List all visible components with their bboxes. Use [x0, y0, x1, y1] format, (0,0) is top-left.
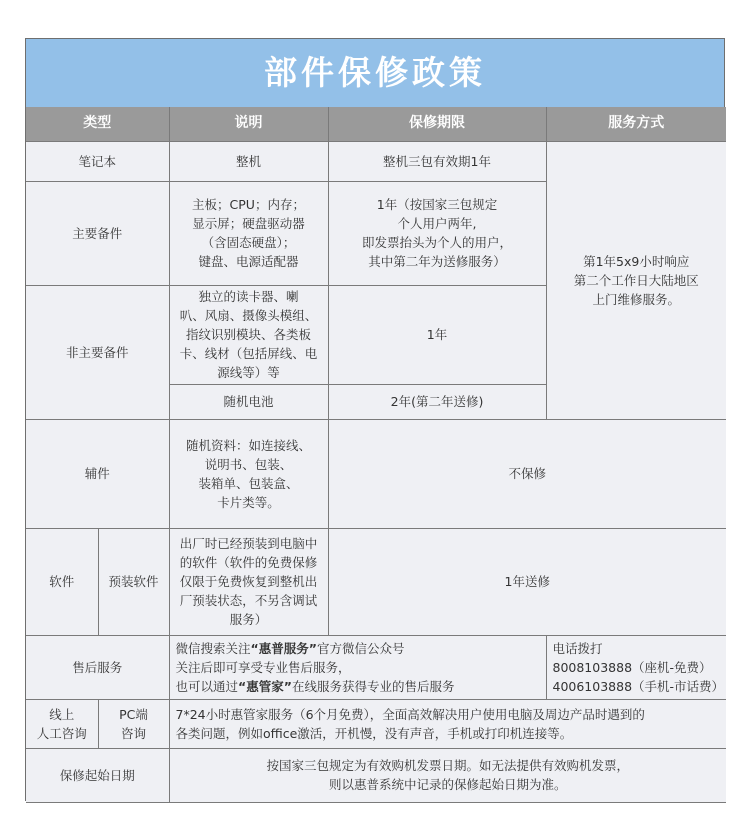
desc-line: 源线等）等: [217, 365, 280, 380]
after-sales-line: [176, 677, 542, 696]
huiguanjia-suffix: 在线服务获得专业的售后服务: [291, 678, 455, 694]
desc-line: 7*24小时惠管家服务（6个月免费），全面高效解决用户使用电脑及周边产品时遇到的: [175, 706, 645, 722]
table-row: [26, 699, 726, 748]
table-row: [26, 419, 726, 528]
warranty-start-desc: [169, 748, 726, 802]
after-sales-line: [176, 639, 542, 658]
battery-period: 2年(第二年送修): [328, 384, 546, 419]
warranty-table: [26, 107, 726, 803]
software-subtype: 预装软件: [98, 528, 169, 635]
phone-number-mobile[interactable]: 4006103888（手机-市话费）: [552, 678, 725, 694]
subtype-line: PC端: [119, 706, 148, 722]
main-parts-type: 主要备件: [26, 181, 169, 285]
desc-line: 叭、风扇、摄像头模组、: [179, 308, 318, 323]
hp-service-name: “惠普服务”: [250, 640, 317, 656]
header-desc: 说明: [169, 107, 328, 141]
software-type: 软件: [26, 528, 98, 635]
period-line: 即发票抬头为个人的用户，: [361, 235, 512, 250]
period-line: 1年（按国家三包规定: [376, 197, 498, 212]
desc-line: 则以惠普系统中记录的保修起始日期为准。: [328, 777, 567, 792]
table-row: [26, 748, 726, 802]
service-line: 第二个工作日大陆地区: [573, 272, 699, 288]
huiguanjia-prefix: 也可以通过: [175, 678, 239, 694]
warranty-policy-card: [25, 38, 725, 801]
desc-line: 的软件（软件的免费保修: [179, 555, 318, 570]
service-method-cell: [546, 141, 726, 419]
non-main-parts-period: 1年: [328, 285, 546, 384]
notebook-type: 笔记本: [26, 141, 169, 181]
type-line: 人工咨询: [36, 725, 87, 741]
desc-line: 卡片类等。: [217, 494, 280, 510]
phone-title: 电话拨打: [552, 640, 603, 656]
phone-number-landline[interactable]: 8008103888（座机-免费）: [552, 659, 712, 675]
header-service: 服务方式: [546, 107, 726, 141]
desc-line: 仅限于免费恢复到整机出: [179, 574, 318, 589]
accessories-type: 辅件: [26, 419, 169, 528]
software-desc: [169, 528, 328, 635]
warranty-start-type: 保修起始日期: [26, 748, 169, 802]
period-line: 个人用户两年,: [397, 216, 477, 231]
page-title: 部件保修政策: [26, 39, 724, 107]
software-period: 1年送修: [328, 528, 726, 635]
desc-line: 指纹识别模块、各类板: [185, 327, 311, 342]
desc-line: 装箱单、包装盒、: [198, 475, 299, 491]
desc-line: 随机资料：如连接线、: [185, 437, 311, 453]
accessories-desc: [169, 419, 328, 528]
wechat-prefix: 微信搜索关注: [175, 640, 251, 656]
desc-line: 键盘、电源适配器: [198, 254, 299, 269]
service-line: 第1年5x9小时响应: [583, 253, 690, 269]
header-type: 类型: [26, 107, 169, 141]
main-parts-period: [328, 181, 546, 285]
non-main-parts-type: 非主要备件: [26, 285, 169, 419]
period-line: 其中第二年为送修服务）: [368, 254, 506, 269]
subtype-line: 咨询: [120, 725, 146, 741]
battery-desc: 随机电池: [169, 384, 328, 419]
desc-line: 说明书、包装、: [204, 456, 293, 472]
table-row: [26, 528, 726, 635]
desc-line: 按国家三包规定为有效购机发票日期。如无法提供有效购机发票，: [266, 758, 629, 773]
desc-line: 出厂时已经预装到电脑中: [179, 536, 318, 551]
wechat-suffix: 官方微信公众号: [316, 640, 405, 656]
main-parts-desc: [169, 181, 328, 285]
desc-line: 主板；CPU；内存；: [192, 197, 305, 212]
desc-line: 卡、线材（包括屏线、电: [179, 346, 318, 361]
online-desc: [169, 699, 726, 748]
phone-cell: [546, 635, 726, 699]
non-main-parts-desc: [169, 285, 328, 384]
header-row: [26, 107, 726, 141]
table-row: [26, 141, 726, 181]
desc-line: 厂预装状态，不另含调试: [179, 593, 318, 608]
online-subtype: [98, 699, 169, 748]
type-line: 线上: [49, 706, 75, 722]
desc-line: 服务）: [229, 612, 268, 627]
after-sales-line: 关注后即可享受专业售后服务，: [175, 659, 351, 675]
after-sales-type: 售后服务: [26, 635, 169, 699]
desc-line: 独立的读卡器、喇: [198, 289, 299, 304]
desc-line: 各类问题，例如office激活，开机慢，没有声音，手机或打印机连接等。: [175, 725, 573, 741]
accessories-period: 不保修: [328, 419, 726, 528]
notebook-desc: 整机: [169, 141, 328, 181]
notebook-period: 整机三包有效期1年: [328, 141, 546, 181]
desc-line: （含固态硬盘）；: [201, 235, 296, 250]
after-sales-desc: [169, 635, 546, 699]
huiguanjia-name: “惠管家”: [238, 678, 292, 694]
online-type: [26, 699, 98, 748]
desc-line: 显示屏；硬盘驱动器: [192, 216, 305, 231]
service-line: 上门维修服务。: [592, 291, 680, 307]
table-row: [26, 635, 726, 699]
header-period: 保修期限: [328, 107, 546, 141]
